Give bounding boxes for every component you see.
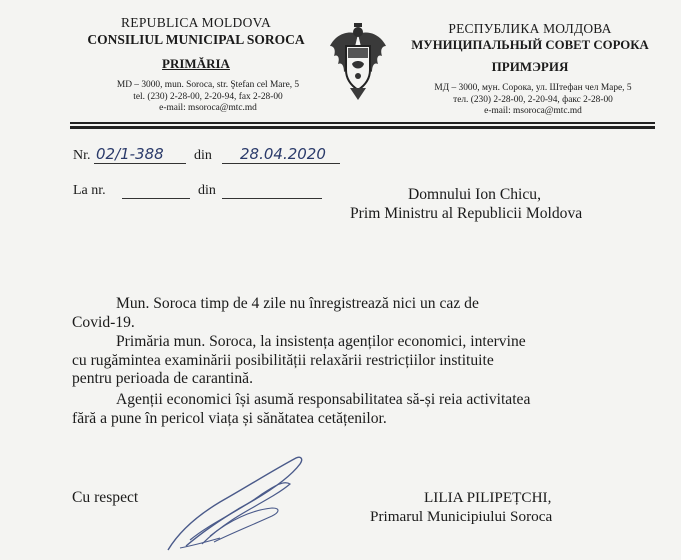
header-left-address-phone: tel. (230) 2-28-00, 2-20-94, fax 2-28-00	[133, 91, 283, 102]
reference-date-value: 28.04.2020	[240, 145, 326, 163]
header-right-address-street: МД – 3000, мун. Сорока, ул. Штефан чел Маре, 5	[434, 83, 632, 93]
header-left	[80, 15, 312, 115]
reference-number-value: 02/1-388	[96, 145, 164, 163]
paragraph-1	[72, 295, 662, 332]
header-right-office: ПРИМЭРИЯ	[491, 59, 569, 74]
header-left-council: CONSILIUL MUNICIPAL SOROCA	[87, 32, 305, 47]
paragraph-3	[72, 391, 662, 428]
header-right-address	[412, 83, 654, 118]
paragraph-3-line-2: fără a pune în pericol viața și sănătatea cetățenilor.	[72, 409, 387, 427]
incoming-date-label: din	[198, 183, 216, 198]
closing-salutation: Cu respect	[72, 489, 139, 506]
paragraph-1-line-1: Mun. Soroca timp de 4 zile nu înregistrează nici un caz de	[116, 295, 479, 312]
header-left-office: PRIMĂRIA	[162, 56, 230, 71]
paragraph-2-line-1: Primăria mun. Soroca, la insistența agenților economici, intervine	[116, 333, 526, 350]
header-right-council: МУНИЦИПАЛЬНЫЙ СОВЕТ СОРОКА	[411, 38, 649, 52]
header-left-address	[104, 80, 312, 115]
eagle-shield-icon	[326, 20, 390, 102]
header-right-country: РЕСПУБЛИКА МОЛДОВА	[448, 21, 612, 36]
header-left-address-email: e-mail: msoroca@mtc.md	[159, 103, 257, 113]
incoming-number-label: La nr.	[73, 183, 106, 198]
signer-title: Primarul Municipiului Soroca	[370, 508, 553, 525]
reference-date-label: din	[194, 148, 212, 163]
incoming-date-underline	[222, 198, 322, 199]
reference-date-underline	[222, 163, 340, 164]
signer-name: LILIA PILIPEȚCHI,	[424, 489, 552, 506]
signature-scribble	[150, 450, 320, 555]
paragraph-2-line-2: cu rugămintea examinării posibilității relaxării restricțiilor instituite	[72, 351, 494, 369]
header-right-address-email: e-mail: msoroca@mtc.md	[484, 106, 582, 116]
paragraph-2-line-3: pentru perioada de carantină.	[72, 370, 253, 388]
recipient-name: Domnului Ion Chicu,	[408, 186, 541, 203]
signature-drawing	[150, 450, 320, 555]
incoming-number-underline	[122, 198, 190, 199]
header-divider-thick	[70, 126, 655, 129]
header-right	[406, 21, 654, 118]
coat-of-arms-emblem	[326, 20, 390, 102]
header-divider-thin	[70, 122, 655, 124]
paragraph-3-line-1: Agenții economici își asumă responsabilitatea să-și reia activitatea	[116, 391, 531, 408]
header-right-address-phone: тел. (230) 2-28-00, 2-20-94, факс 2-28-00	[453, 94, 613, 105]
header-left-country: REPUBLICA MOLDOVA	[121, 15, 271, 30]
reference-number-underline	[94, 163, 186, 164]
recipient-title: Prim Ministru al Republicii Moldova	[350, 205, 583, 222]
header-left-address-street: MD – 3000, mun. Soroca, str. Ştefan cel Mare, 5	[116, 80, 300, 90]
reference-number-label: Nr.	[73, 148, 91, 163]
paragraph-2	[72, 333, 662, 389]
paragraph-1-line-2: Covid-19.	[72, 313, 135, 331]
